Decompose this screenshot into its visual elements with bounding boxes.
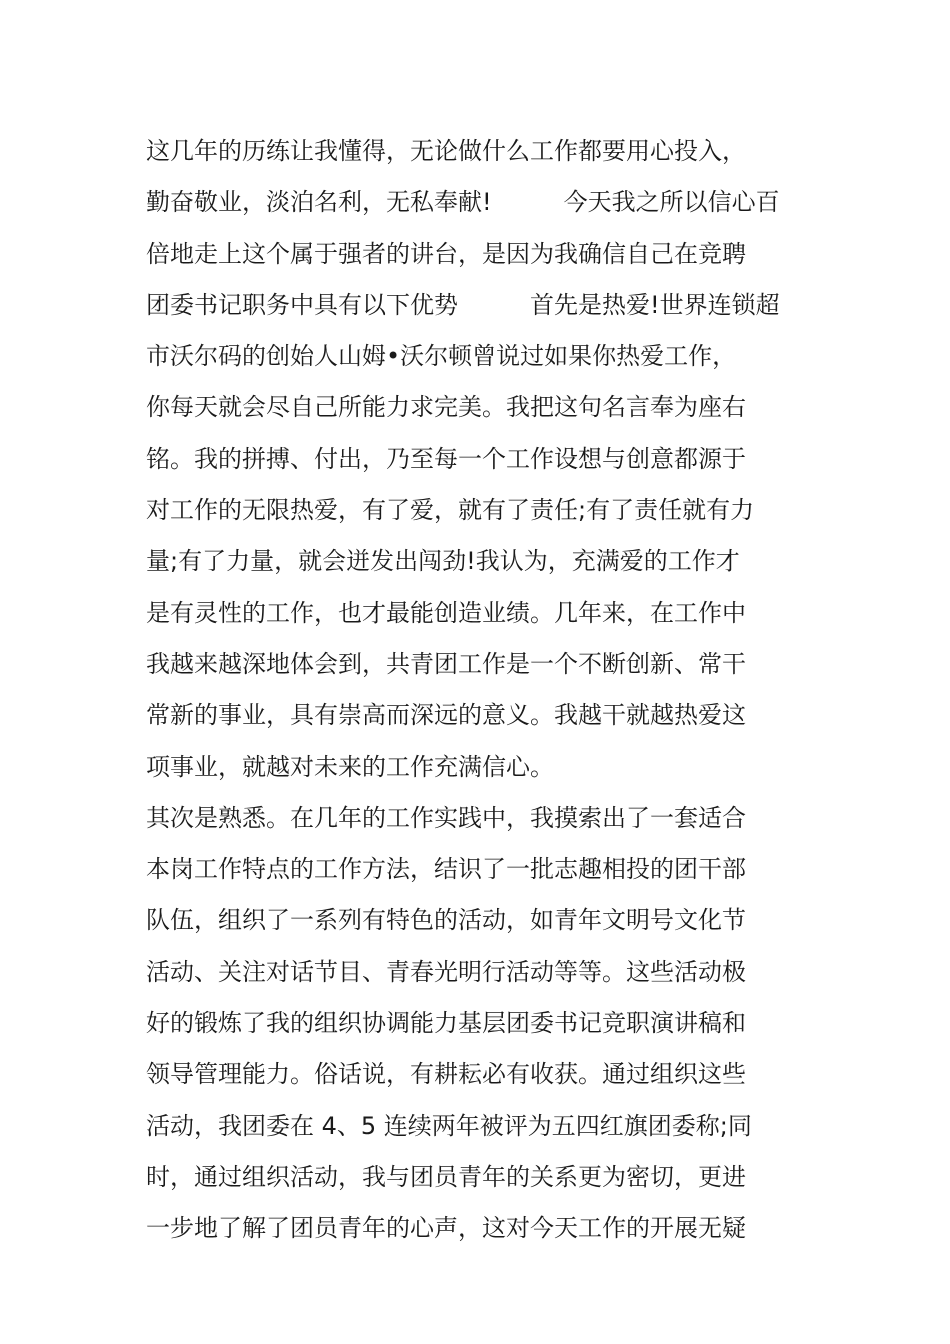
text-line: 常新的事业，具有崇高而深远的意义。我越干就越热爱这 <box>146 701 746 730</box>
text-line: 市沃尔码的创始人山姆•沃尔顿曾说过如果你热爱工作， <box>146 342 737 371</box>
text-line: 队伍，组织了一系列有特色的活动，如青年文明号文化节 <box>146 906 746 935</box>
text-line: 其次是熟悉。在几年的工作实践中，我摸索出了一套适合 <box>146 803 746 832</box>
text-line: 项事业，就越对未来的工作充满信心。 <box>146 752 554 781</box>
text-line: 活动、关注对话节目、青春光明行活动等等。这些活动极 <box>146 957 746 986</box>
text-line: 本岗工作特点的工作方法，结识了一批志趣相投的团干部 <box>146 855 746 884</box>
text-line: 团委书记职务中具有以下优势 首先是热爱!世界连锁超 <box>146 290 780 319</box>
text-line: 时，通过组织活动，我与团员青年的关系更为密切，更进 <box>146 1162 746 1191</box>
text-line: 这几年的历练让我懂得，无论做什么工作都要用心投入， <box>146 137 746 165</box>
text-line: 对工作的无限热爱，有了爱，就有了责任;有了责任就有力 <box>146 496 755 525</box>
text-line: 你每天就会尽自己所能力求完美。我把这句名言奉为座右 <box>146 393 746 422</box>
body-text <box>146 126 826 1255</box>
text-line: 是有灵性的工作，也才最能创造业绩。几年来，在工作中 <box>146 598 746 627</box>
text-line: 一步地了解了团员青年的心声，这对今天工作的开展无疑 <box>146 1214 746 1243</box>
text-line: 勤奋敬业，淡泊名利，无私奉献! 今天我之所以信心百 <box>146 188 780 217</box>
text-line: 好的锻炼了我的组织协调能力基层团委书记竞职演讲稿和 <box>146 1009 746 1038</box>
text-line: 活动，我团委在 4、5 连续两年被评为五四红旗团委称;同 <box>146 1111 752 1140</box>
text-line: 领导管理能力。俗话说，有耕耘必有收获。通过组织这些 <box>146 1060 746 1089</box>
text-line: 倍地走上这个属于强者的讲台，是因为我确信自己在竞聘 <box>146 239 746 268</box>
text-line: 铭。我的拼搏、付出，乃至每一个工作设想与创意都源于 <box>146 444 746 473</box>
text-line: 我越来越深地体会到，共青团工作是一个不断创新、常干 <box>146 649 746 678</box>
text-line: 量;有了力量，就会迸发出闯劲!我认为，充满爱的工作才 <box>146 547 740 576</box>
